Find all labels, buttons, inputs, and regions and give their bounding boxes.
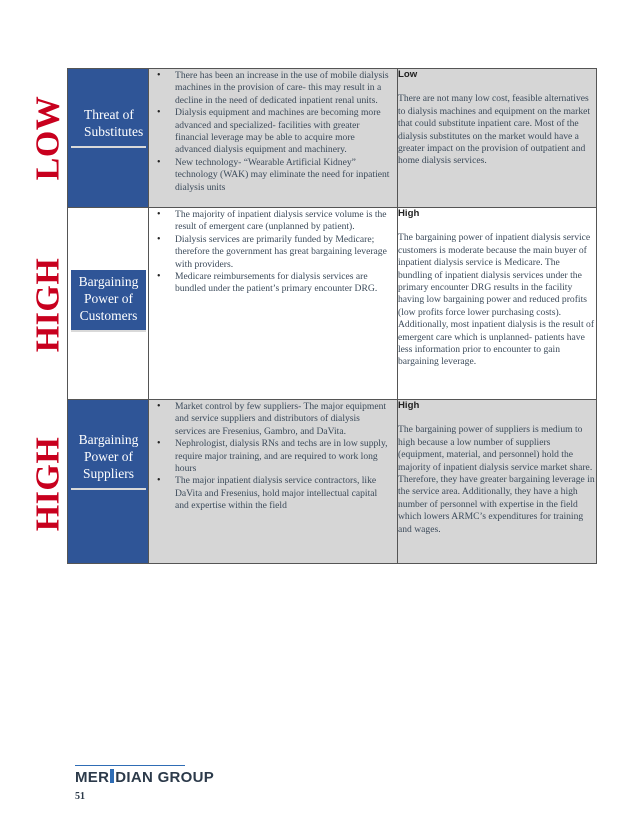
meridian-group-logo [75,769,214,786]
list-item: • Dialysis equipment and machines are becoming more advanced and specialized- facilities with greater financial leverage may be able to acquire more advanced dialysis equipment and machinery. [157,107,393,157]
porter-forces-table [67,68,597,564]
force-cell [68,208,149,400]
rating-title: High [398,400,420,411]
level-label-substitutes: LOW [29,95,66,181]
points-cell [149,400,398,564]
bullet-list [149,208,397,296]
force-title: Bargaining Power of Customers [71,270,146,332]
table-row-customers [68,208,597,400]
force-cell [68,69,149,208]
logo-rule [75,765,185,766]
rating-cell [398,400,597,564]
logo-bar-icon [110,769,114,783]
points-cell [149,69,398,208]
points-cell [149,208,398,400]
force-title: Bargaining Power of Suppliers [71,428,146,490]
rating-cell [398,208,597,400]
list-item: • The majority of inpatient dialysis service volume is the result of emergent care (unplanned by patient). [157,209,393,234]
force-cell [68,400,149,564]
rating-text: The bargaining power of suppliers is medium to high because a low number of suppliers (equipment, material, and personnel) hold the majority of inpatient dialysis service market share. Therefore, they have greater bargaining leverage in the service area. Additionally, they have a high number of personnel with expertise in the field which lowers ARMC’s expenditures for training and wages. [398,424,595,535]
rating-text: The bargaining power of inpatient dialysis service customers is moderate because the main buyer of inpatient dialysis service is Medicare. The bundling of inpatient dialysis services under the primary encounter DRG results in the facility having low bargaining power and reduced profits (low profits force lower purchasing costs). Additionally, most inpatient dialysis is the result of emergent care which is unplanned- patients have less information prior to encounter to gain bargaining leverage. [398,232,595,368]
level-label-customers: HIGH [29,257,67,353]
list-item: • Medicare reimbursements for dialysis services are bundled under the patient’s primary encounter DRG. [157,271,393,296]
bullet-list [149,69,397,194]
list-item: • There has been an increase in the use of mobile dialysis machines in the provision of care- this may result in a decline in the need of dedicated inpatient renal units. [157,70,393,107]
bullet-list [149,400,397,513]
logo-text-left: MER [75,769,110,786]
list-item: • Market control by few suppliers- The major equipment and service suppliers and distributors of dialysis services are Fresenius, Gambro, and DaVita. [157,401,393,438]
table-row-substitutes [68,69,597,208]
force-title: Threat of Substitutes [71,103,146,148]
rating-text: There are not many low cost, feasible alternatives to dialysis machines and equipment on the market that could substitute inpatient care. Most of the dialysis substitutes on the market would have a greater impact on the provision of outpatient and home dialysis services. [398,93,591,167]
list-item: • New technology- “Wearable Artificial Kidney” technology (WAK) may eliminate the need for inpatient dialysis units [157,157,393,194]
list-item: • The major inpatient dialysis service contractors, like DaVita and Fresenius, hold major intellectual capital and expertise within the field [157,475,393,512]
list-item: • Dialysis services are primarily funded by Medicare; therefore the government has great bargaining leverage with providers. [157,234,393,271]
table-row-suppliers [68,400,597,564]
list-item: • Nephrologist, dialysis RNs and techs are in low supply, require major training, and are required to work long hours [157,438,393,475]
level-label-suppliers: HIGH [29,436,67,532]
logo-text-right: DIAN GROUP [115,769,215,786]
rating-cell [398,69,597,208]
rating-title: High [398,208,420,219]
rating-title: Low [398,69,418,80]
page-number: 51 [75,791,85,802]
